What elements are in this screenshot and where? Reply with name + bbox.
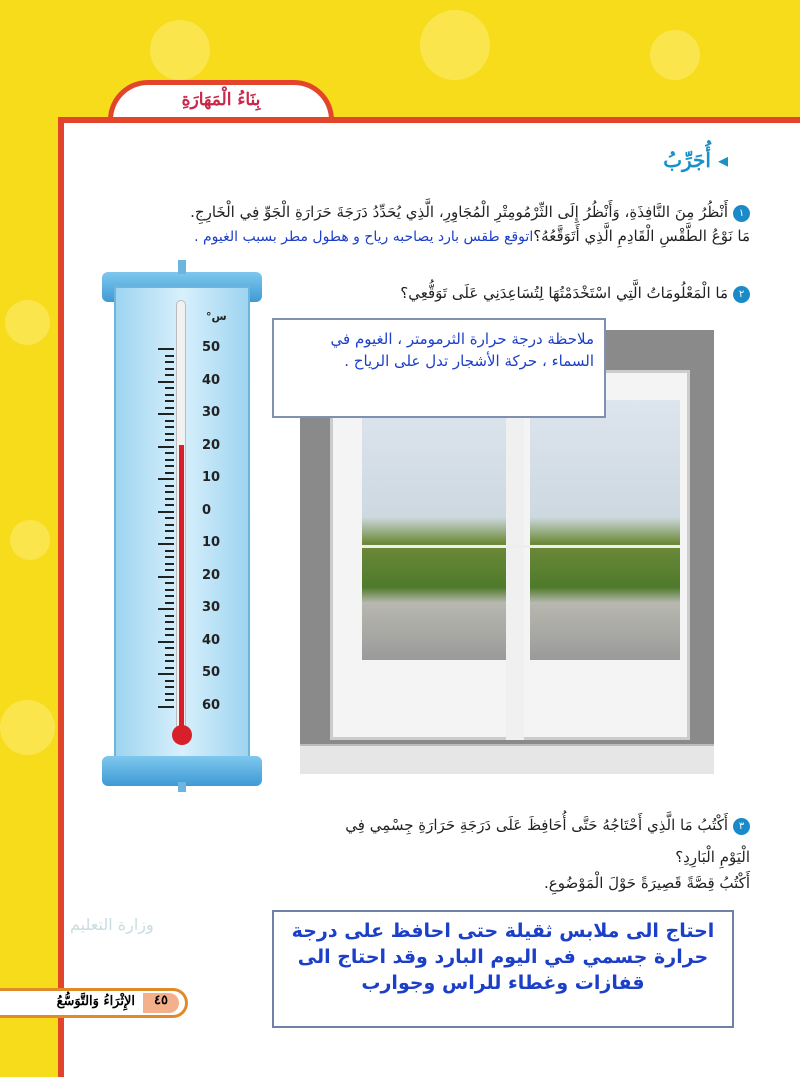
scale-tick <box>165 589 174 591</box>
question-text: مَا الْمَعْلُومَاتُ الَّتِي اسْتَخْدَمْتُهَا لِتُسَاعِدَنِي عَلَى تَوَقُّعِي؟ <box>400 284 728 302</box>
scale-label: 0 <box>202 502 212 518</box>
scale-tick <box>165 485 174 487</box>
question-text: أَكْتُبُ قِصَّةً قَصِيرَةً حَوْلَ الْمَوْضُوعِ. <box>544 874 750 892</box>
scale-tick <box>165 654 174 656</box>
scale-tick <box>165 459 174 461</box>
scale-tick <box>165 537 174 539</box>
scale-tick <box>165 582 174 584</box>
question-text: مَا نَوْعُ الطَّقْسِ الْقَادِمِ الَّذِي أَتَوَقَّعُهُ؟ <box>533 227 750 245</box>
scale-tick <box>158 478 174 480</box>
answer-box-2[interactable] <box>272 318 606 418</box>
scale-tick <box>165 407 174 409</box>
scale-tick <box>165 621 174 623</box>
question-3 <box>250 812 750 896</box>
section-tab <box>108 80 334 122</box>
scale-tick <box>165 504 174 506</box>
answer-box-3[interactable] <box>272 910 734 1028</box>
scale-tick <box>165 433 174 435</box>
scale-tick <box>165 563 174 565</box>
scale-tick <box>165 693 174 695</box>
scale-tick <box>165 647 174 649</box>
scale-tick <box>165 394 174 396</box>
scale-tick <box>165 569 174 571</box>
scale-label: 40 <box>202 372 221 388</box>
scale-tick <box>165 361 174 363</box>
scale-tick <box>158 446 174 448</box>
scale-tick <box>158 381 174 383</box>
scale-tick <box>165 634 174 636</box>
scale-tick <box>158 608 174 610</box>
question-1 <box>30 200 750 249</box>
question-text: الْيَوْمِ الْبَارِدِ؟ <box>675 848 750 866</box>
scale-label: 50 <box>202 665 221 680</box>
scale-tick <box>158 543 174 545</box>
scale-label: 60 <box>202 697 221 713</box>
scale-tick <box>165 420 174 422</box>
question-number: ٣ <box>733 818 750 835</box>
scale-label: 40 <box>202 632 221 648</box>
thermometer <box>102 260 262 790</box>
scale-tick <box>158 413 174 415</box>
scale-tick <box>165 400 174 402</box>
scale-tick <box>165 387 174 389</box>
scale-tick <box>165 660 174 662</box>
answer-text: احتاج الى ملابس ثقيلة حتى احافظ على درجة حرارة جسمي في اليوم البارد وقد احتاج الى قفازات وغطاء للراس وجوارب <box>291 920 715 994</box>
footer-bar <box>0 988 188 1018</box>
scale-label: 30 <box>202 600 221 615</box>
scale-tick <box>165 615 174 617</box>
scale-label: 50 <box>202 340 221 355</box>
unit-label: °س <box>206 310 227 323</box>
heading-text: أُجَرِّبُ <box>663 148 711 172</box>
question-number: ١ <box>733 205 750 222</box>
mercury-column <box>179 445 184 730</box>
scale-tick <box>165 452 174 454</box>
scale-tick <box>165 439 174 441</box>
scale-tick <box>165 556 174 558</box>
footer-title: الإِثْرَاءُ وَالتَّوَسُّعُ <box>56 994 135 1009</box>
scale-tick <box>165 595 174 597</box>
scale-label: 20 <box>202 437 221 453</box>
scale-tick <box>165 517 174 519</box>
ministry-watermark <box>70 915 154 934</box>
scale-tick <box>165 680 174 682</box>
scale-tick <box>158 706 174 708</box>
question-2 <box>400 284 750 303</box>
scale-tick <box>158 348 174 350</box>
scale-tick <box>165 498 174 500</box>
page-number: ٤٥ <box>143 993 179 1013</box>
question-text: أَكْتُبُ مَا الَّذِي أَحْتَاجُهُ حَتَّى أُحَافِظَ عَلَى دَرَجَةِ حَرَارَةِ جِسْمِي فِي <box>345 816 728 834</box>
scale-tick <box>158 511 174 513</box>
scale-tick <box>158 641 174 643</box>
scale-tick <box>165 530 174 532</box>
scale-label: 20 <box>202 567 221 583</box>
scale-tick <box>165 699 174 701</box>
scale-label: 10 <box>202 470 221 485</box>
question-text: أَنْظُرُ مِنَ النَّافِذَةِ، وَأَنْظُرُ إِلَى الثِّرْمُومِتْرِ الْمُجَاوِرِ، الَّذِي يُحَدِّدُ دَرَجَةَ حَرَارَةِ الْجَوِّ فِي الْخَارِجِ. <box>190 203 728 221</box>
watermark-text: وزارة التعليم <box>70 915 154 934</box>
scale-label: 30 <box>202 405 221 420</box>
scale-tick <box>165 524 174 526</box>
scale-tick <box>165 550 174 552</box>
scale-tick <box>165 355 174 357</box>
scale-tick <box>165 472 174 474</box>
scale-tick <box>158 673 174 675</box>
scale-tick <box>165 368 174 370</box>
thermometer-bulb <box>172 725 192 745</box>
scale-tick <box>158 576 174 578</box>
scale-tick <box>165 374 174 376</box>
scale-tick <box>165 667 174 669</box>
answer-text: ملاحظة درجة حرارة الثرمومتر ، الغيوم في السماء ، حركة الأشجار تدل على الرياح . <box>330 330 594 370</box>
scale-tick <box>165 465 174 467</box>
scale-tick <box>165 628 174 630</box>
scale-tick <box>165 602 174 604</box>
heading: ◂ أُجَرِّبُ <box>663 148 728 172</box>
scale-label: 10 <box>202 535 221 550</box>
answer-text: اتوقع طقس بارد يصاحبه رياح و هطول مطر بسبب الغيوم . <box>194 229 534 245</box>
question-number: ٢ <box>733 286 750 303</box>
scale-tick <box>165 686 174 688</box>
scale-tick <box>165 491 174 493</box>
section-tab-label: بِنَاءُ الْمَهَارَةِ <box>181 90 261 110</box>
scale-tick <box>165 426 174 428</box>
